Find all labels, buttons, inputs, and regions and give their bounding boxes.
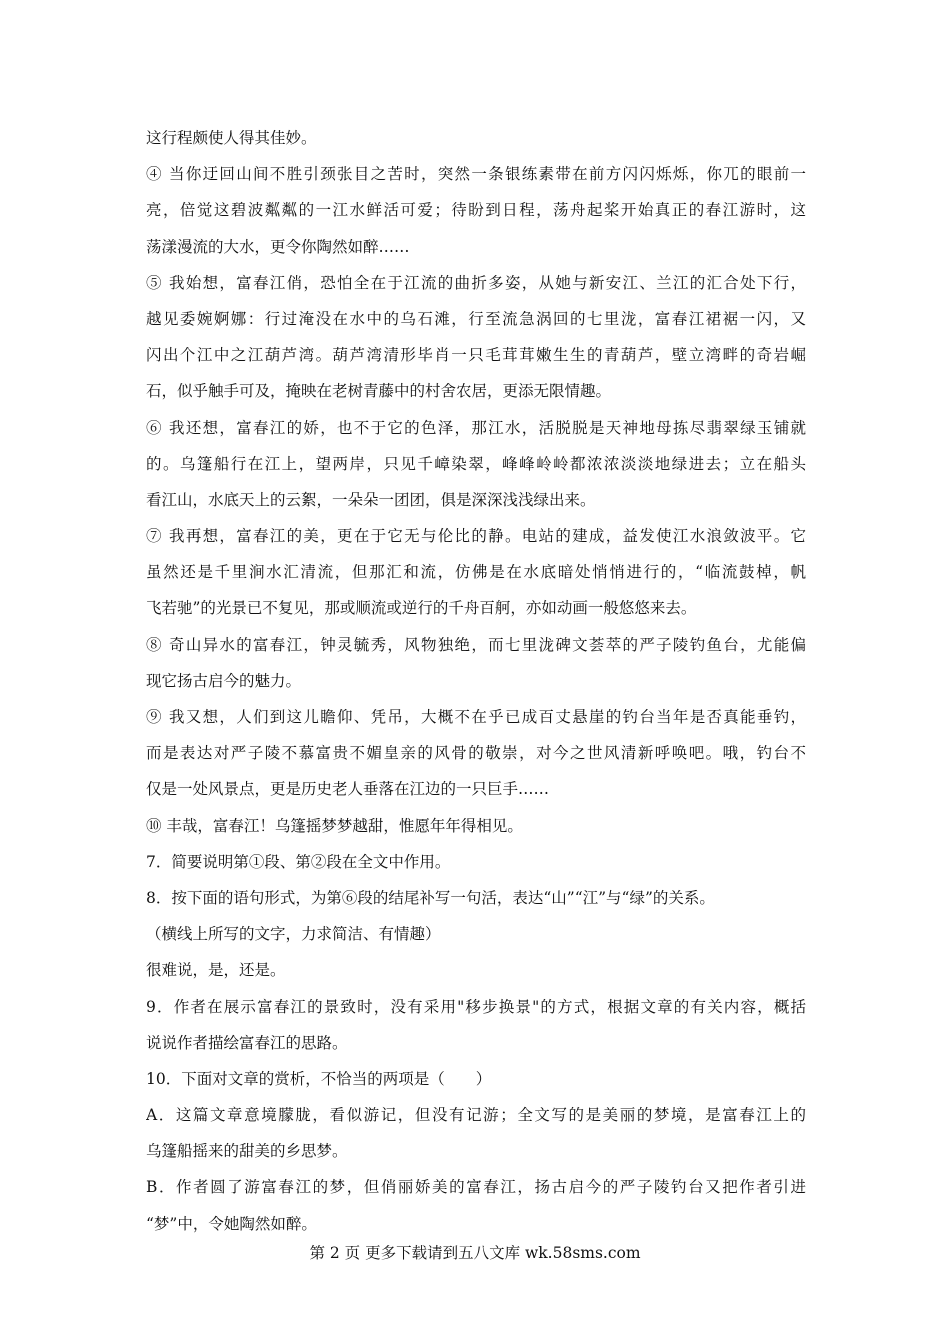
text-line: 虽然还是千里涧水汇清流，但那汇和流，仿佛是在水底暗处悄悄进行的，“临流鼓棹，帆 [146,563,806,582]
page-footer: 第 2 页 更多下载请到五八文库 wk.58sms.com [309,1244,641,1262]
answer-option-line: “梦”中，令她陶然如醉。 [146,1214,317,1233]
text-line: 闪出个江中之江葫芦湾。葫芦湾清形毕肖一只毛茸茸嫩生生的青葫芦，壁立湾畔的奇岩崛 [146,346,806,365]
answer-option-line: 乌篷船摇来的甜美的乡思梦。 [146,1142,348,1161]
question-line: 7．简要说明第①段、第②段在全文中作用。 [146,852,451,871]
question-line: 10．下面对文章的赏析，不恰当的两项是（ ） [146,1069,492,1088]
text-line: 的。乌篷船行在江上，望两岸，只见千嶂染翠，峰峰岭岭都浓浓淡淡地绿进去；立在船头 [146,454,806,473]
text-line: 仅是一处风景点，更是历史老人垂落在江边的一只巨手…… [146,780,550,799]
text-line: ⑩ 丰哉，富春江！乌篷摇梦梦越甜，惟愿年年得相见。 [146,816,523,835]
answer-option-line: A．这篇文章意境朦胧，看似游记，但没有记游；全文写的是美丽的梦境，是富春江上的 [146,1106,806,1125]
text-line: ④ 当你迂回山间不胜引颈张目之苦时，突然一条银练素带在前方闪闪烁烁，你兀的眼前一 [146,165,806,184]
question-line: 9．作者在展示富春江的景致时，没有采用"移步换景"的方式，根据文章的有关内容，概括 [146,997,806,1016]
question-line: 很难说，是，还是。 [146,961,286,980]
text-line: 亮，倍觉这碧波粼粼的一江水鲜活可爱；待盼到日程，荡舟起桨开始真正的春江游时，这 [146,201,806,220]
page-body [146,120,806,1242]
text-line: ⑦ 我再想，富春江的美，更在于它无与伦比的静。电站的建成，益发使江水浪敛波平。它 [146,527,806,546]
text-line: ⑧ 奇山异水的富春江，钟灵毓秀，风物独绝，而七里泷碑文荟萃的严子陵钓鱼台，尤能偏 [146,635,806,654]
text-line: 看江山，水底天上的云絮，一朵朵一团团，俱是深深浅浅绿出来。 [146,490,596,509]
text-line: 石，似乎触手可及，掩映在老树青藤中的村舍农居，更添无限情趣。 [146,382,612,401]
text-line: ⑨ 我又想，人们到这儿瞻仰、凭吊，大概不在乎已成百丈悬崖的钓台当年是否真能垂钓， [146,708,806,726]
text-line: 而是表达对严子陵不慕富贵不媚皇亲的风骨的敬崇，对今之世风清新呼唤吧。哦，钓台不 [146,744,806,763]
text-line: ⑥ 我还想，富春江的娇，也不于它的色泽，那江水，活脱脱是天神地母拣尽翡翠绿玉铺就 [146,418,806,437]
text-line: 现它扬古启今的魅力。 [146,671,302,690]
text-line: 越见委婉婀娜：行过淹没在水中的乌石滩，行至流急涡回的七里泷，富春江裙裾一闪，又 [146,309,806,328]
text-line: ⑤ 我始想，富春江俏，恐怕全在于江流的曲折多姿，从她与新安江、兰江的汇合处下行， [146,273,806,292]
text-line: 荡漾漫流的大水，更令你陶然如醉…… [146,237,410,256]
question-line: 说说作者描绘富春江的思路。 [146,1033,348,1052]
text-line: 这行程颇使人得其佳妙。 [146,129,317,147]
question-line: 8．按下面的语句形式，为第⑥段的结尾补写一句活，表达“山”“江”与“绿”的关系。 [146,888,715,907]
question-line: （横线上所写的文字，力求简洁、有情趣） [146,925,441,944]
answer-option-line: B．作者圆了游富春江的梦，但俏丽娇美的富春江，扬古启今的严子陵钓台又把作者引进 [146,1178,806,1197]
text-line: 飞若驰”的光景已不复见，那或顺流或逆行的千舟百舸，亦如动画一般悠悠来去。 [146,599,697,618]
